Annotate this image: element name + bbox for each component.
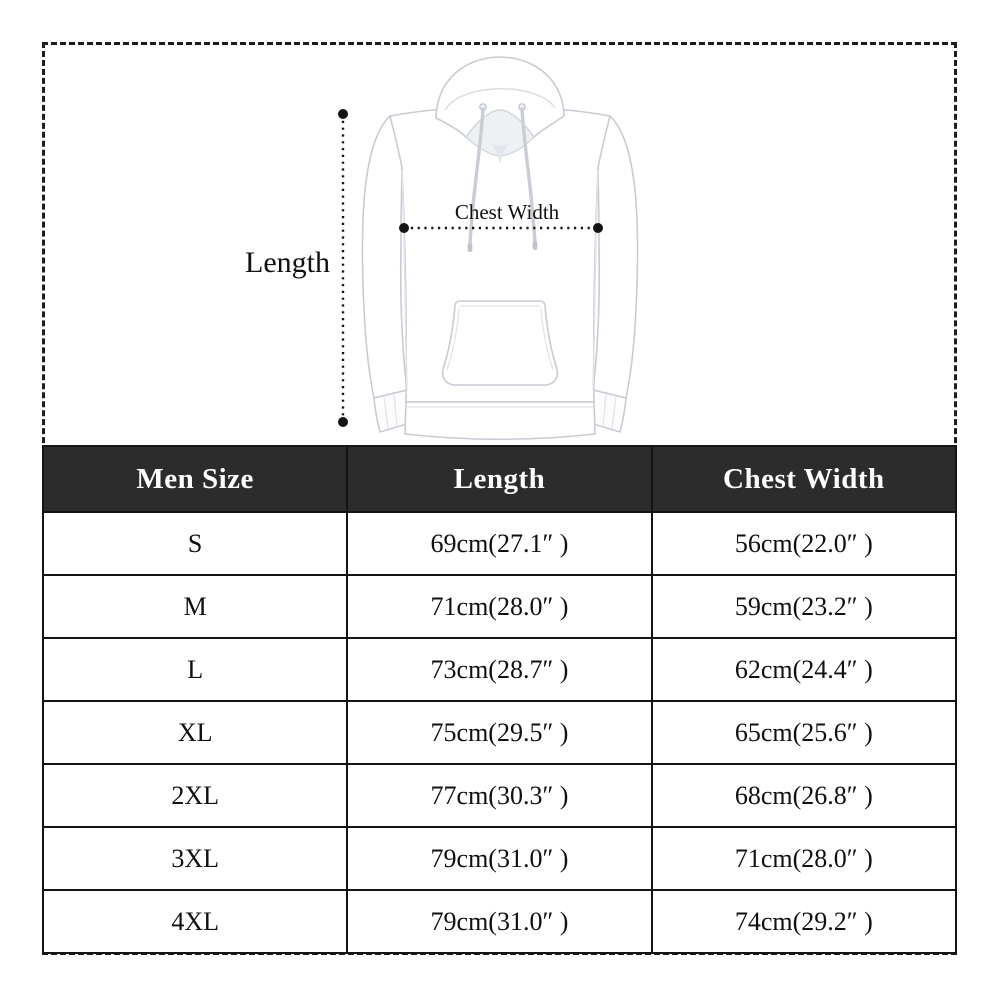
size-cell: L [43, 638, 347, 701]
length-cell: 79cm(31.0″ ) [347, 890, 651, 953]
chest-width-cell: 65cm(25.6″ ) [652, 701, 956, 764]
header-chest-width: Chest Width [652, 446, 956, 512]
size-cell: M [43, 575, 347, 638]
table-row-2xl [43, 764, 956, 827]
chest-width-cell: 56cm(22.0″ ) [652, 512, 956, 575]
length-cell: 75cm(29.5″ ) [347, 701, 651, 764]
length-cell: 73cm(28.7″ ) [347, 638, 651, 701]
chest-width-label: Chest Width [454, 200, 560, 224]
chest-width-cell: 62cm(24.4″ ) [652, 638, 956, 701]
table-row-m [43, 575, 956, 638]
size-cell: 3XL [43, 827, 347, 890]
chest-width-line-left-dot [399, 223, 409, 233]
header-men-size: Men Size [43, 446, 347, 512]
length-cell: 71cm(28.0″ ) [347, 575, 651, 638]
size-cell: 2XL [43, 764, 347, 827]
size-cell: 4XL [43, 890, 347, 953]
table-header-row [43, 446, 956, 512]
table-row-4xl [43, 890, 956, 953]
length-cell: 69cm(27.1″ ) [347, 512, 651, 575]
table-row-s [43, 512, 956, 575]
table-row-xl [43, 701, 956, 764]
size-cell: XL [43, 701, 347, 764]
length-label: Length [245, 246, 330, 279]
chest-width-cell: 71cm(28.0″ ) [652, 827, 956, 890]
header-length: Length [347, 446, 651, 512]
length-line-top-dot [338, 109, 348, 119]
length-cell: 79cm(31.0″ ) [347, 827, 651, 890]
length-line-bottom-dot [338, 417, 348, 427]
size-table [42, 445, 957, 954]
chest-width-cell: 68cm(26.8″ ) [652, 764, 956, 827]
chest-width-line-right-dot [593, 223, 603, 233]
table-row-l [43, 638, 956, 701]
chest-width-cell: 59cm(23.2″ ) [652, 575, 956, 638]
chest-width-cell: 74cm(29.2″ ) [652, 890, 956, 953]
measurement-figure [0, 0, 1000, 445]
table-row-3xl [43, 827, 956, 890]
length-cell: 77cm(30.3″ ) [347, 764, 651, 827]
size-cell: S [43, 512, 347, 575]
